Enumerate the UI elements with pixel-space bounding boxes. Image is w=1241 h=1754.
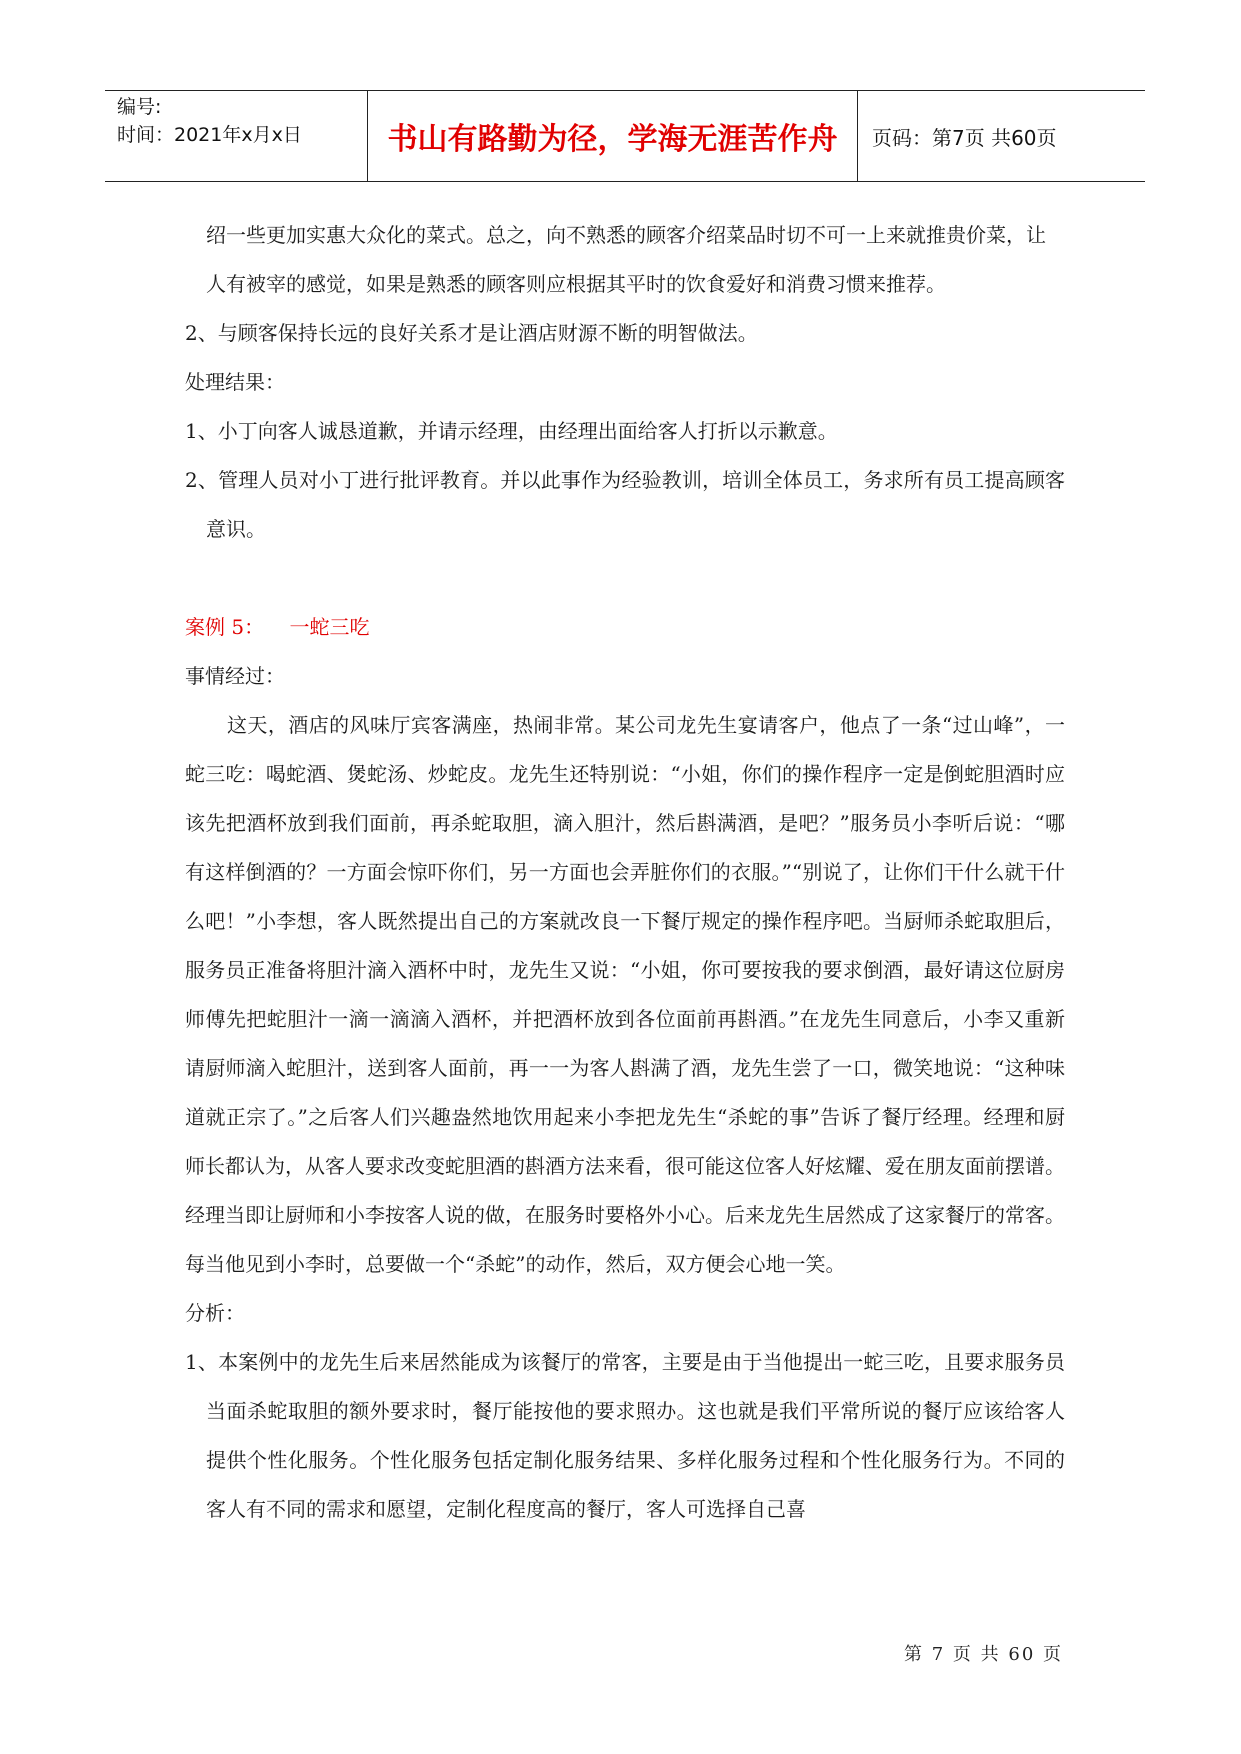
result-item-1: 1、小丁向客人诚恳道歉，并请示经理，由经理出面给客人打折以示歉意。	[185, 419, 838, 443]
case-title: 案例 5： 一蛇三吃	[185, 615, 370, 639]
serial-label: 编号:	[117, 96, 162, 118]
page-header	[105, 90, 1145, 182]
header-motto: 书山有路勤为径，学海无涯苦作舟	[368, 91, 858, 181]
result-item-2: 2、管理人员对小丁进行批评教育。并以此事作为经验教训，培训全体员工，务求所有员工提高顾客意识。	[185, 468, 1065, 541]
paragraph-continuation: 绍一些更加实惠大众化的菜式。总之，向不熟悉的顾客介绍菜品时切不可一上来就推贵价菜，让人有被宰的感觉，如果是熟悉的顾客则应根据其平时的饮食爱好和消费习惯来推荐。	[206, 223, 1046, 296]
result-heading: 处理结果：	[185, 370, 285, 394]
page-footer: 第 7 页 共 60 页	[904, 1644, 1063, 1665]
header-page-label: 页码：第7页 共60页	[872, 125, 1057, 150]
date-label: 时间：2021年x月x日	[117, 124, 302, 146]
document-body	[185, 211, 1065, 1534]
analysis-item-1: 1、本案例中的龙先生后来居然能成为该餐厅的常客，主要是由于当他提出一蛇三吃，且要求服务员当面杀蛇取胆的额外要求时，餐厅能按他的要求照办。这也就是我们平常所说的餐厅应该给客人提供个性化服务。个性化服务包括定制化服务结果、多样化服务过程和个性化服务行为。不同的客人有不同的需求和愿望，定制化程度高的餐厅，客人可选择自己喜	[185, 1350, 1065, 1521]
story-heading: 事情经过：	[185, 664, 285, 688]
header-meta	[105, 91, 368, 181]
analysis-heading: 分析：	[185, 1301, 245, 1325]
story-paragraph: 这天，酒店的风味厅宾客满座，热闹非常。某公司龙先生宴请客户，他点了一条“过山峰”，一蛇三吃：喝蛇酒、煲蛇汤、炒蛇皮。龙先生还特别说：“小姐，你们的操作程序一定是倒蛇胆酒时应该先把酒杯放到我们面前，再杀蛇取胆，滴入胆汁，然后斟满酒，是吧？”服务员小李听后说：“哪有这样倒酒的？一方面会惊吓你们，另一方面也会弄脏你们的衣服。”“别说了，让你们干什么就干什么吧！”小李想，客人既然提出自己的方案就改良一下餐厅规定的操作程序吧。当厨师杀蛇取胆后，服务员正准备将胆汁滴入酒杯中时，龙先生又说：“小姐，你可要按我的要求倒酒，最好请这位厨房师傅先把蛇胆汁一滴一滴滴入酒杯，并把酒杯放到各位面前再斟酒。”在龙先生同意后，小李又重新请厨师滴入蛇胆汁，送到客人面前，再一一为客人斟满了酒，龙先生尝了一口，微笑地说：“这种味道就正宗了。”之后客人们兴趣盎然地饮用起来小李把龙先生“杀蛇的事”告诉了餐厅经理。经理和厨师长都认为，从客人要求改变蛇胆酒的斟酒方法来看，很可能这位客人好炫耀、爱在朋友面前摆谱。经理当即让厨师和小李按客人说的做，在服务时要格外小心。后来龙先生居然成了这家餐厅的常客。每当他见到小李时，总要做一个“杀蛇”的动作，然后，双方便会心地一笑。	[185, 713, 1065, 1276]
spacer	[185, 554, 1065, 603]
paragraph-point-2: 2、与顾客保持长远的良好关系才是让酒店财源不断的明智做法。	[185, 321, 758, 345]
